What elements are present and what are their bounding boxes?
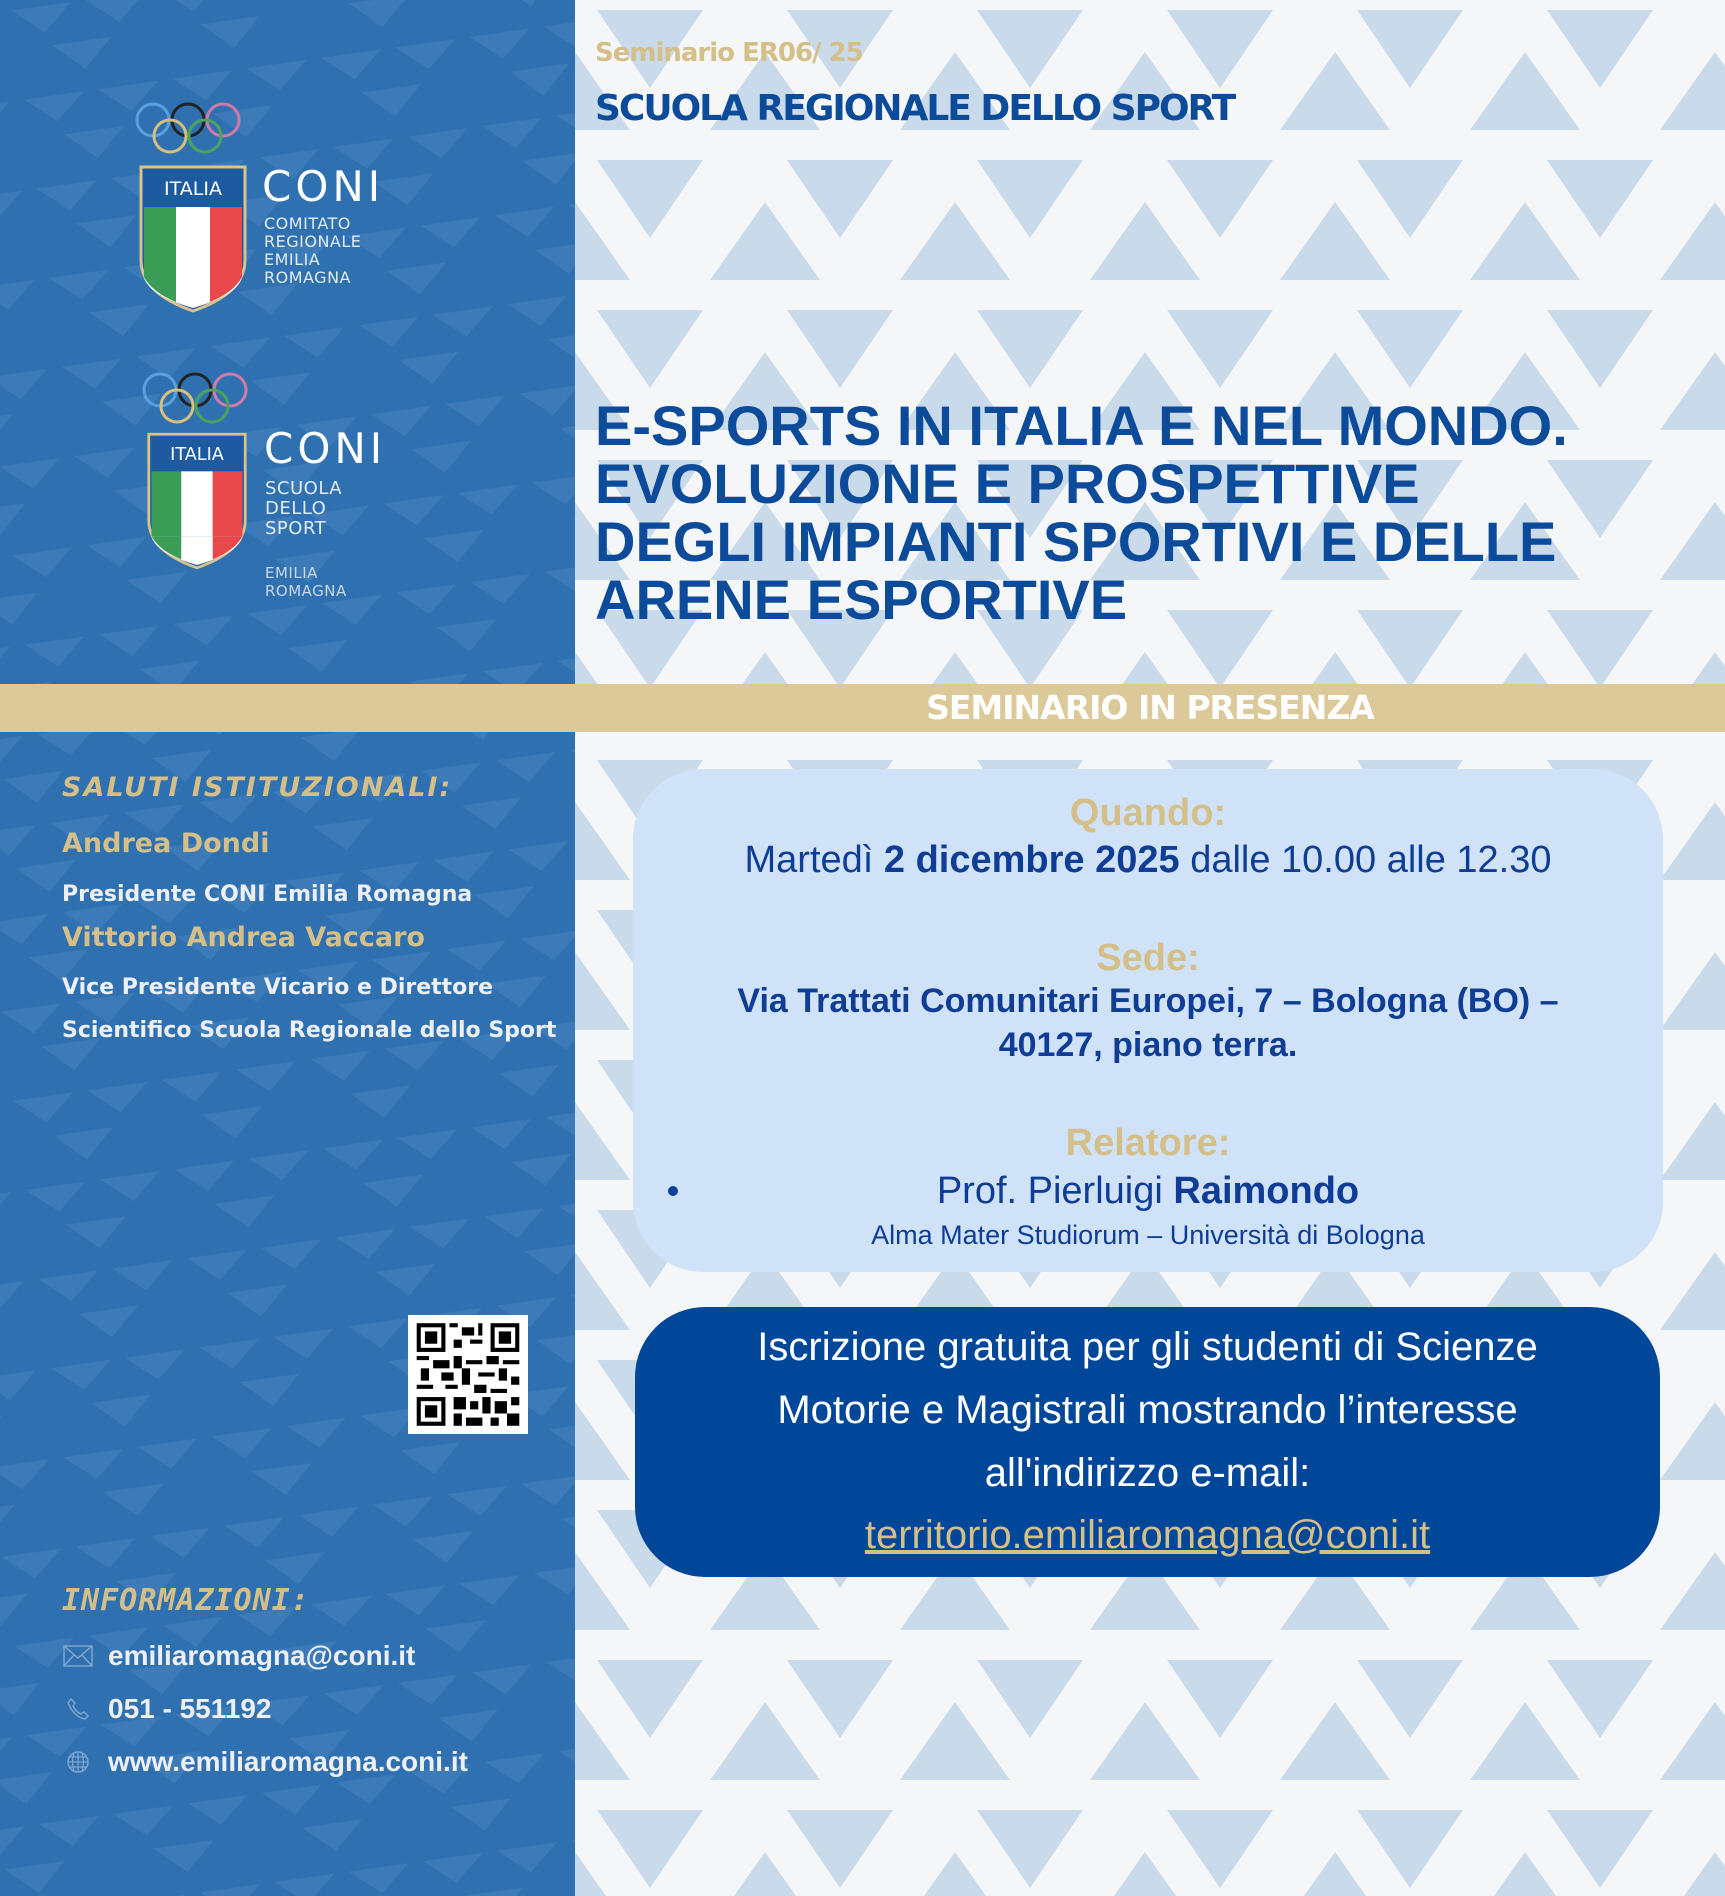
speaker-label: Relatore: [1065, 1122, 1231, 1164]
logo-subtitle: COMITATO REGIONALE EMILIA ROMAGNA [264, 214, 362, 287]
speaker-affiliation: Alma Mater Studiorum – Università di Bologna [871, 1220, 1425, 1250]
event-details-card [633, 769, 1663, 1272]
seminar-code: Seminario ER06/ 25 [595, 38, 863, 68]
olympic-rings-icon [140, 370, 260, 430]
info-website[interactable]: www.emiliaromagna.coni.it [62, 1742, 468, 1782]
person-name: Andrea Dondi [62, 828, 270, 859]
info-heading: INFORMAZIONI: [62, 1583, 310, 1618]
person-role: Presidente CONI Emilia Romagna [62, 882, 473, 907]
italia-shield-icon [146, 432, 248, 570]
seminar-mode-label: SEMINARIO IN PRESENZA [926, 688, 1374, 727]
page-title: E-SPORTS IN ITALIA E NEL MONDO. EVOLUZIONE E PROSPETTIVE DEGLI IMPIANTI SPORTIVI E DELLE ARENE ESPORTIVE [595, 394, 1568, 631]
olympic-rings-icon [133, 100, 253, 160]
logo-region: EMILIA ROMAGNA [265, 564, 347, 600]
svg-text:ITALIA: ITALIA [164, 178, 222, 200]
logo-subtitle: SCUOLA DELLO SPORT [265, 478, 343, 539]
info-email[interactable]: emiliaromagna@coni.it [62, 1636, 415, 1676]
coni-wordmark: CONI [264, 424, 387, 473]
saluti-heading: SALUTI ISTITUZIONALI: [62, 772, 453, 803]
registration-email-link[interactable]: territorio.emiliaromagna@coni.it [864, 1513, 1431, 1557]
left-panel [0, 0, 575, 1896]
person-name: Vittorio Andrea Vaccaro [62, 922, 425, 953]
svg-text:ITALIA: ITALIA [170, 445, 224, 466]
qr-code-icon [408, 1315, 528, 1434]
when-value: Martedì 2 dicembre 2025 dalle 10.00 alle 12.30 [744, 839, 1552, 881]
school-title: SCUOLA REGIONALE DELLO SPORT [595, 88, 1235, 129]
info-phone[interactable]: 051 - 551192 [62, 1689, 272, 1729]
italia-shield-icon [138, 165, 248, 313]
person-role: Scientifico Scuola Regionale dello Sport [62, 1018, 557, 1043]
venue-label: Sede: [1096, 937, 1200, 979]
when-label: Quando: [1069, 792, 1227, 834]
registration-card: Iscrizione gratuita per gli studenti di Scienze Motorie e Magistrali mostrando l’interesse all'indirizzo e-mail: territorio.emiliaromagna@coni.it [635, 1307, 1660, 1577]
qr-code[interactable] [408, 1315, 528, 1434]
globe-icon [62, 1746, 94, 1778]
coni-wordmark: CONI [262, 162, 385, 211]
person-role: Vice Presidente Vicario e Direttore [62, 975, 494, 1000]
mail-icon [62, 1640, 94, 1672]
phone-icon [62, 1693, 94, 1725]
venue-address: Via Trattati Comunitari Europei, 7 – Bologna (BO) – 40127, piano terra. [737, 982, 1559, 1064]
speaker-name: Prof. Pierluigi Raimondo [936, 1170, 1360, 1212]
